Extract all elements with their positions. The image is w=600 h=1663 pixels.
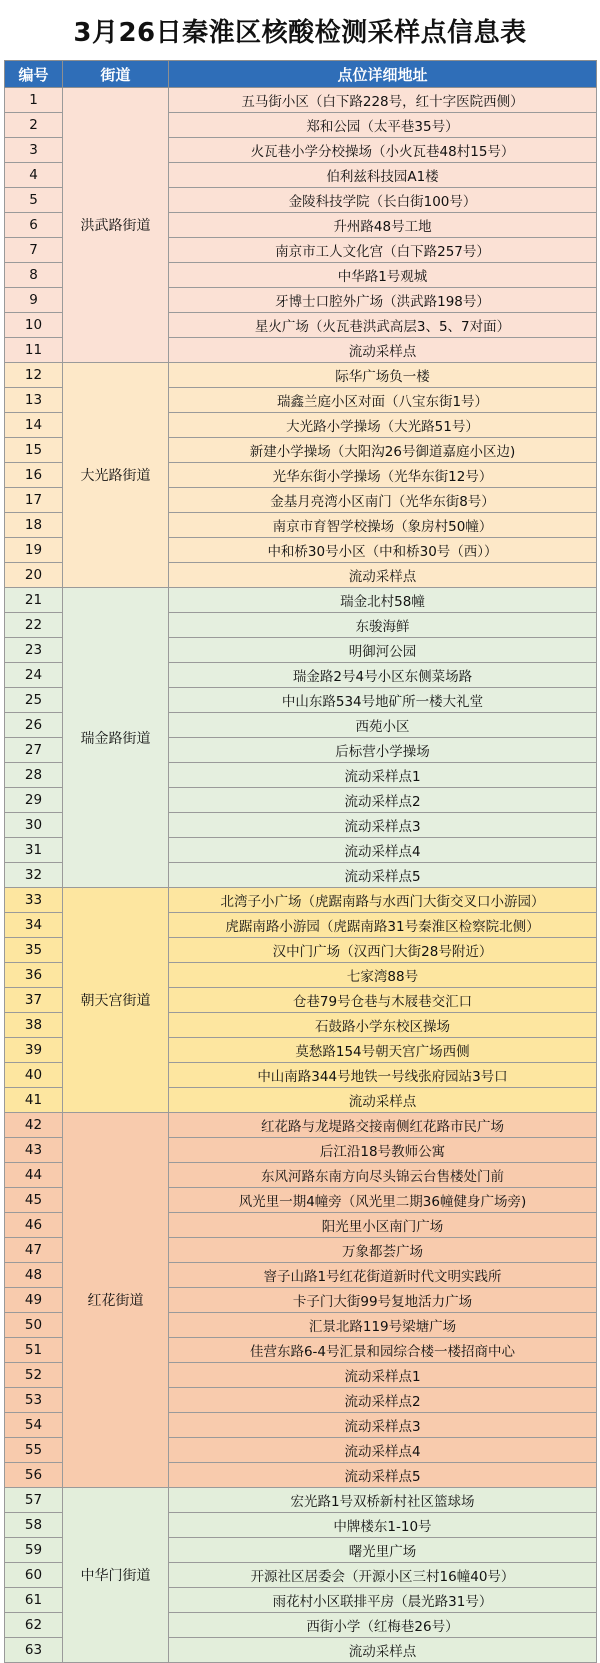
site-number: 51 — [5, 1338, 63, 1363]
site-number: 50 — [5, 1313, 63, 1338]
site-number: 16 — [5, 463, 63, 488]
site-address: 流动采样点3 — [169, 1413, 597, 1438]
site-address: 流动采样点5 — [169, 1463, 597, 1488]
site-address: 光华东街小学操场（光华东街12号） — [169, 463, 597, 488]
site-address: 流动采样点2 — [169, 788, 597, 813]
site-number: 7 — [5, 238, 63, 263]
site-number: 13 — [5, 388, 63, 413]
site-address: 流动采样点 — [169, 1638, 597, 1663]
site-address: 汉中门广场（汉西门大街28号附近） — [169, 938, 597, 963]
site-number: 46 — [5, 1213, 63, 1238]
site-number: 21 — [5, 588, 63, 613]
table-body — [5, 88, 597, 1663]
site-address: 明御河公园 — [169, 638, 597, 663]
site-address: 流动采样点3 — [169, 813, 597, 838]
site-number: 19 — [5, 538, 63, 563]
site-number: 61 — [5, 1588, 63, 1613]
site-address: 红花路与龙堤路交接南侧红花路市民广场 — [169, 1113, 597, 1138]
site-number: 28 — [5, 763, 63, 788]
street-name: 朝天宫街道 — [63, 888, 169, 1113]
site-number: 14 — [5, 413, 63, 438]
site-address: 仓巷79号仓巷与木屐巷交汇口 — [169, 988, 597, 1013]
site-address: 开源社区居委会（开源小区三村16幢40号） — [169, 1563, 597, 1588]
site-number: 23 — [5, 638, 63, 663]
site-address: 石鼓路小学东校区操场 — [169, 1013, 597, 1038]
site-address: 流动采样点 — [169, 563, 597, 588]
site-number: 18 — [5, 513, 63, 538]
site-address: 星火广场（火瓦巷洪武高层3、5、7对面） — [169, 313, 597, 338]
site-address: 流动采样点4 — [169, 1438, 597, 1463]
site-address: 汇景北路119号梁塘广场 — [169, 1313, 597, 1338]
site-number: 36 — [5, 963, 63, 988]
table-header-row — [5, 61, 597, 88]
site-address: 五马街小区（白下路228号，红十字医院西侧） — [169, 88, 597, 113]
site-address: 七家湾88号 — [169, 963, 597, 988]
site-address: 瑞金路2号4号小区东侧菜场路 — [169, 663, 597, 688]
site-address: 南京市工人文化宫（白下路257号） — [169, 238, 597, 263]
site-number: 15 — [5, 438, 63, 463]
site-number: 39 — [5, 1038, 63, 1063]
site-address: 升州路48号工地 — [169, 213, 597, 238]
site-number: 22 — [5, 613, 63, 638]
site-number: 56 — [5, 1463, 63, 1488]
site-number: 48 — [5, 1263, 63, 1288]
site-number: 59 — [5, 1538, 63, 1563]
site-address: 瑞鑫兰庭小区对面（八宝东街1号） — [169, 388, 597, 413]
site-address: 万象都荟广场 — [169, 1238, 597, 1263]
header-number: 编号 — [5, 61, 63, 88]
site-number: 2 — [5, 113, 63, 138]
site-number: 30 — [5, 813, 63, 838]
site-number: 31 — [5, 838, 63, 863]
site-address: 大光路小学操场（大光路51号） — [169, 413, 597, 438]
site-address: 流动采样点1 — [169, 1363, 597, 1388]
site-address: 南京市育智学校操场（象房村50幢） — [169, 513, 597, 538]
site-address: 瑞金北村58幢 — [169, 588, 597, 613]
site-address: 阳光里小区南门广场 — [169, 1213, 597, 1238]
site-address: 中山南路344号地铁一号线张府园站3号口 — [169, 1063, 597, 1088]
site-address: 金陵科技学院（长白街100号） — [169, 188, 597, 213]
site-number: 63 — [5, 1638, 63, 1663]
site-number: 42 — [5, 1113, 63, 1138]
site-address: 雨花村小区联排平房（晨光路31号） — [169, 1588, 597, 1613]
header-address: 点位详细地址 — [169, 61, 597, 88]
site-address: 新建小学操场（大阳沟26号御道嘉庭小区边) — [169, 438, 597, 463]
table-row — [5, 888, 597, 913]
table-row — [5, 88, 597, 113]
site-number: 53 — [5, 1388, 63, 1413]
site-address: 后江沿18号教师公寓 — [169, 1138, 597, 1163]
site-address: 宏光路1号双桥新村社区篮球场 — [169, 1488, 597, 1513]
site-number: 41 — [5, 1088, 63, 1113]
site-number: 3 — [5, 138, 63, 163]
site-address: 流动采样点2 — [169, 1388, 597, 1413]
site-number: 35 — [5, 938, 63, 963]
site-address: 虎踞南路小游园（虎踞南路31号秦淮区检察院北侧） — [169, 913, 597, 938]
site-number: 8 — [5, 263, 63, 288]
site-address: 中和桥30号小区（中和桥30号（西）） — [169, 538, 597, 563]
site-number: 45 — [5, 1188, 63, 1213]
site-number: 47 — [5, 1238, 63, 1263]
site-number: 26 — [5, 713, 63, 738]
site-address: 风光里一期4幢旁（风光里二期36幢健身广场旁) — [169, 1188, 597, 1213]
site-address: 金基月亮湾小区南门（光华东街8号） — [169, 488, 597, 513]
site-address: 中山东路534号地矿所一楼大礼堂 — [169, 688, 597, 713]
site-address: 西街小学（红梅巷26号） — [169, 1613, 597, 1638]
site-address: 窨子山路1号红花街道新时代文明实践所 — [169, 1263, 597, 1288]
site-number: 58 — [5, 1513, 63, 1538]
table-row — [5, 1113, 597, 1138]
street-name: 洪武路街道 — [63, 88, 169, 363]
site-address: 中华路1号观城 — [169, 263, 597, 288]
sampling-sites-table — [4, 60, 597, 1663]
site-number: 40 — [5, 1063, 63, 1088]
site-address: 流动采样点5 — [169, 863, 597, 888]
site-number: 25 — [5, 688, 63, 713]
site-address: 后标营小学操场 — [169, 738, 597, 763]
site-number: 43 — [5, 1138, 63, 1163]
site-number: 11 — [5, 338, 63, 363]
street-name: 大光路街道 — [63, 363, 169, 588]
site-number: 29 — [5, 788, 63, 813]
site-address: 流动采样点 — [169, 1088, 597, 1113]
site-address: 郑和公园（太平巷35号） — [169, 113, 597, 138]
site-number: 49 — [5, 1288, 63, 1313]
site-number: 57 — [5, 1488, 63, 1513]
site-number: 9 — [5, 288, 63, 313]
site-address: 东风河路东南方向尽头锦云台售楼处门前 — [169, 1163, 597, 1188]
site-number: 37 — [5, 988, 63, 1013]
site-number: 4 — [5, 163, 63, 188]
page-title: 3月26日秦淮区核酸检测采样点信息表 — [73, 17, 527, 48]
table-row — [5, 363, 597, 388]
site-number: 5 — [5, 188, 63, 213]
site-address: 中牌楼东1-10号 — [169, 1513, 597, 1538]
site-number: 44 — [5, 1163, 63, 1188]
site-number: 17 — [5, 488, 63, 513]
site-number: 20 — [5, 563, 63, 588]
site-number: 34 — [5, 913, 63, 938]
site-address: 伯利兹科技园A1楼 — [169, 163, 597, 188]
site-address: 火瓦巷小学分校操场（小火瓦巷48村15号） — [169, 138, 597, 163]
site-number: 54 — [5, 1413, 63, 1438]
street-name: 中华门街道 — [63, 1488, 169, 1663]
site-address: 流动采样点4 — [169, 838, 597, 863]
site-address: 曙光里广场 — [169, 1538, 597, 1563]
site-number: 33 — [5, 888, 63, 913]
site-number: 60 — [5, 1563, 63, 1588]
header-street: 街道 — [63, 61, 169, 88]
site-number: 10 — [5, 313, 63, 338]
site-address: 北湾子小广场（虎踞南路与水西门大街交叉口小游园） — [169, 888, 597, 913]
site-address: 际华广场负一楼 — [169, 363, 597, 388]
site-address: 东骏海鲜 — [169, 613, 597, 638]
site-address: 流动采样点 — [169, 338, 597, 363]
site-address: 莫愁路154号朝天宫广场西侧 — [169, 1038, 597, 1063]
site-number: 24 — [5, 663, 63, 688]
site-address: 佳营东路6-4号汇景和园综合楼一楼招商中心 — [169, 1338, 597, 1363]
site-number: 6 — [5, 213, 63, 238]
site-number: 12 — [5, 363, 63, 388]
table-row — [5, 1488, 597, 1513]
site-number: 38 — [5, 1013, 63, 1038]
site-number: 52 — [5, 1363, 63, 1388]
site-number: 32 — [5, 863, 63, 888]
site-address: 牙博士口腔外广场（洪武路198号） — [169, 288, 597, 313]
site-number: 27 — [5, 738, 63, 763]
site-address: 流动采样点1 — [169, 763, 597, 788]
site-address: 卡子门大街99号复地活力广场 — [169, 1288, 597, 1313]
site-number: 55 — [5, 1438, 63, 1463]
site-number: 1 — [5, 88, 63, 113]
site-address: 西苑小区 — [169, 713, 597, 738]
street-name: 瑞金路街道 — [63, 588, 169, 888]
site-number: 62 — [5, 1613, 63, 1638]
street-name: 红花街道 — [63, 1113, 169, 1488]
table-row — [5, 588, 597, 613]
